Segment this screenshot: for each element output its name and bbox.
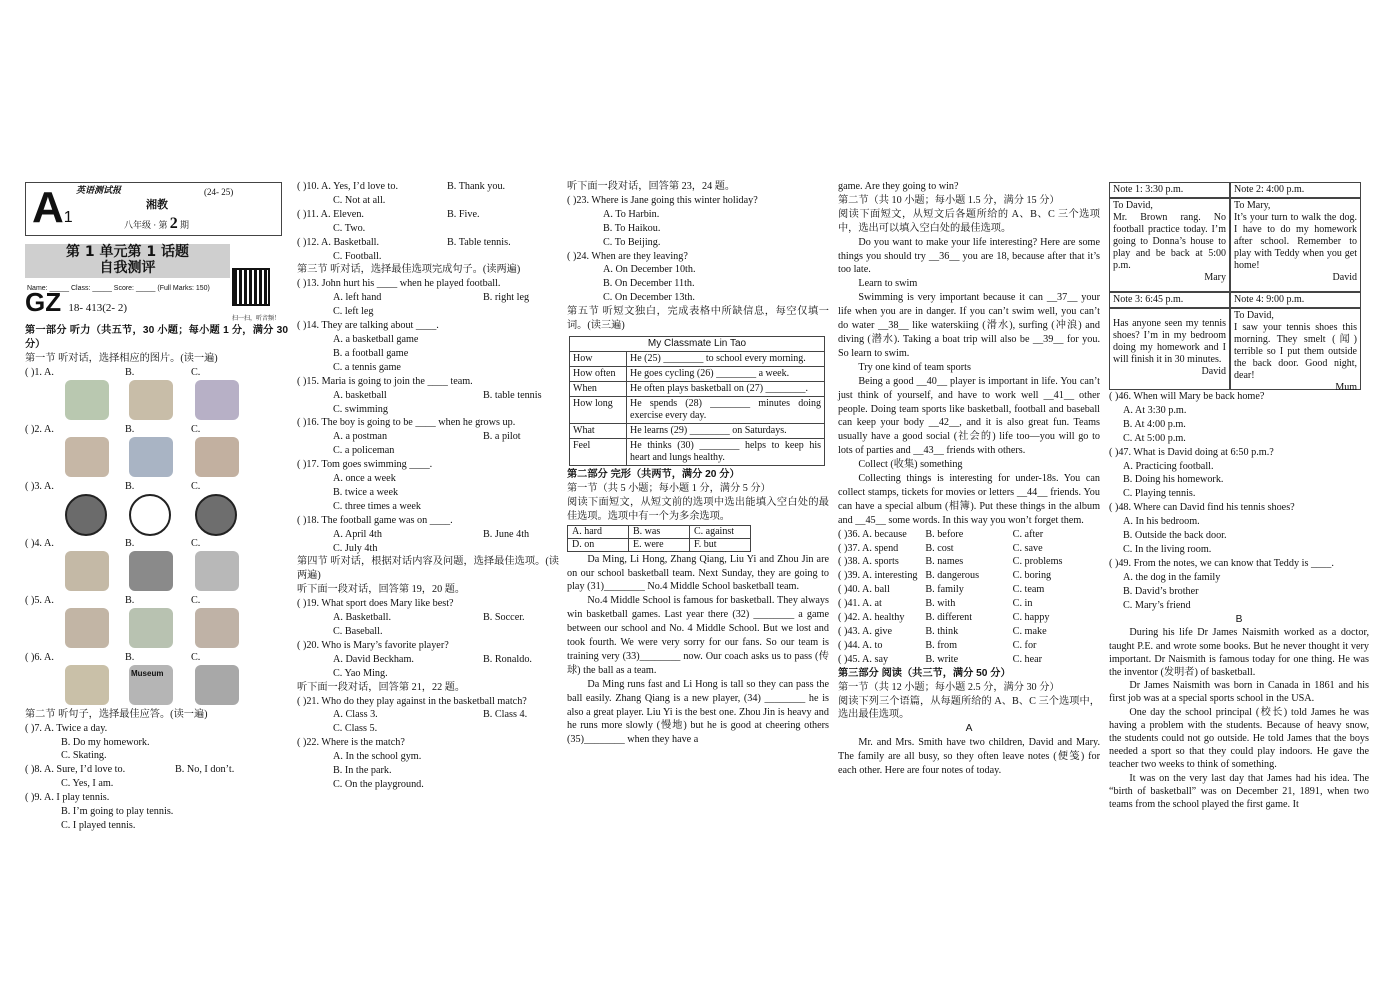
q22-a: A. In the school gym. xyxy=(333,751,422,763)
q17-c: C. three times a week xyxy=(333,500,421,512)
picture-option-image xyxy=(129,437,173,477)
passage-heading-3: Collect (收集) something xyxy=(858,459,963,471)
picture-question-label: ( )5. A. xyxy=(25,594,54,606)
q20-ab: A. David Beckham. B. Ronaldo. xyxy=(333,653,532,665)
part3-section1: 第一节（共 12 小题；每小题 2.5 分，满分 30 分） xyxy=(838,681,1060,693)
picture-question-label: ( )1. A. xyxy=(25,366,54,378)
answer-line: ( )12. A. Basketball. B. Table tennis. xyxy=(297,236,511,248)
edition-letter: A1 xyxy=(32,183,73,232)
section4-heading: 第四节 听对话，根据对话内容及问题，选择最佳选项。(读两遍) xyxy=(297,556,559,582)
table-row xyxy=(570,438,825,465)
q49-c: C. Mary’s friend xyxy=(1123,599,1191,611)
part2-section2: 第二节（共 10 小题；每小题 1.5 分，满分 15 分） xyxy=(838,194,1060,206)
picture-option-label: B. xyxy=(125,480,135,492)
cloze-continued: game. Are they going to win? xyxy=(838,181,959,192)
q46: ( )46. When will Mary be back home? xyxy=(1109,391,1265,402)
q48-c: C. In the living room. xyxy=(1123,543,1212,555)
table-row-content: He spends (28) ________ minutes doing exercise every day. xyxy=(627,396,825,423)
q21-ab: A. Class 3. B. Class 4. xyxy=(333,709,528,721)
table-row-label: When xyxy=(570,381,627,396)
note1-body: To David, Mr. Brown rang. No football practice today. I’m going to Donna’s house to play and be back at 5:00 p.m. Mary xyxy=(1109,198,1230,292)
passage-b-p2: Dr James Naismith was born in Canada in 1861 and his first job was at a special sports school in the USA. xyxy=(1109,680,1369,705)
option-cell: D. on xyxy=(568,538,629,551)
choice-row: ( )40. A. ball B. family C. team xyxy=(838,584,1045,596)
passage-p2: Swimming is very important because it can __37__ your life when you are in danger. If you can’t swim well, you can’t do water __38__ like waterskiing (滑水), surfing (冲浪) and diving (潜水). Taking a boat trip will also be __39__ for you. So learn to swim. xyxy=(838,292,1100,359)
q9-b: B. I’m going to play tennis. xyxy=(61,806,174,818)
questions-10-12 xyxy=(297,180,559,263)
school-year: (24- 25) xyxy=(204,187,234,197)
note2-header: Note 2: 4:00 p.m. xyxy=(1230,182,1361,198)
q24-c: C. On December 13th. xyxy=(603,292,695,304)
q13: ( )13. John hurt his ____ when he played football. xyxy=(297,278,501,290)
qr-caption: 扫一扫，听音频！ xyxy=(232,316,281,322)
passage-p4: Collecting things is interesting for under-18s. You can collect stamps, tickets for movies or letters __44__ friends. You can have a special album (相簿). Put these things in the album and __45__ some words. In this way you won’t forget them. xyxy=(838,473,1100,526)
cloze-choices xyxy=(838,528,1100,667)
q20-c: C. Yao Ming. xyxy=(333,667,388,679)
table-row xyxy=(570,366,825,381)
unit-title: 第 1 单元第 1 话题 xyxy=(66,244,189,260)
table-row-label: How often xyxy=(570,366,627,381)
q19: ( )19. What sport does Mary like best? xyxy=(297,598,454,610)
q17-a: A. once a week xyxy=(333,473,396,485)
q19-c: C. Baseball. xyxy=(333,626,383,637)
table-row-label: What xyxy=(570,423,627,438)
q17-b: B. twice a week xyxy=(333,486,399,498)
q21: ( )21. Who do they play against in the basketball match? xyxy=(297,695,527,707)
choice-row: ( )41. A. at B. with C. in xyxy=(838,598,1033,610)
q7-c: C. Skating. xyxy=(61,750,107,762)
q14-c: C. a tennis game xyxy=(333,361,401,373)
part3-heading: 第三部分 阅读（共三节，满分 50 分） xyxy=(838,667,1011,679)
q47: ( )47. What is David doing at 6:50 p.m.? xyxy=(1109,446,1274,458)
picture-questions xyxy=(25,366,288,708)
table-row-content: He learns (29) ________ on Saturdays. xyxy=(627,423,825,438)
picture-option-label: C. xyxy=(191,594,201,606)
picture-option-label: C. xyxy=(191,366,201,378)
picture-option-label: C. xyxy=(191,423,201,435)
picture-option-image xyxy=(65,494,107,536)
picture-option-label: C. xyxy=(191,480,201,492)
passage-a-p1: Mr. and Mrs. Smith have two children, David and Mary. The family are all busy, so they often leave notes (便笺) for each other. Here are four notes of today. xyxy=(838,737,1100,777)
section3-heading: 第三节 听对话，选择最佳选项完成句子。(读两遍) xyxy=(297,264,521,276)
q20: ( )20. Who is Mary’s favorite player? xyxy=(297,639,449,651)
choice-row: ( )37. A. spend B. cost C. save xyxy=(838,542,1043,554)
q46-c: C. At 5:00 p.m. xyxy=(1123,432,1186,444)
part2-description: 阅读下面短文，从短文前的选项中选出能填入空白处的最佳选项。选项中有一个为多余选项。 xyxy=(567,496,829,522)
section2-heading: 第二节 听句子，选择最佳应答。(读一遍) xyxy=(25,708,208,720)
q21-c: C. Class 5. xyxy=(333,723,378,735)
q24-a: A. On December 10th. xyxy=(603,264,696,276)
cloze-paragraph-3: Da Ming runs fast and Li Hong is tall so they can pass the ball easily. Zhang Qiang is a new player, (34) ________ he is also a great player. Liu Yi is the best one. Zhou Jin is heavy and he runs more slowly (慢地) but he is good at cheering others (35)________ when they have a xyxy=(567,678,829,746)
passage-heading-2: Try one kind of team sports xyxy=(858,361,971,373)
q47-c: C. Playing tennis. xyxy=(1123,488,1196,500)
picture-option-image xyxy=(195,608,239,648)
picture-option-label: C. xyxy=(191,537,201,549)
passage-p1: Do you want to make your life interesting? Here are some things you should try __36__ you are 18, because after that it’s too late. xyxy=(838,236,1100,276)
q18-c: C. July 4th xyxy=(333,542,378,554)
passage-a-label: A xyxy=(965,723,973,735)
q18-ab: A. April 4th B. June 4th xyxy=(333,528,530,540)
q47-a: A. Practicing football. xyxy=(1123,460,1214,472)
name-line: Name: _____ Class: _____ Score: _____ (Full Marks: 150) xyxy=(27,285,210,292)
picture-option-label: B. xyxy=(125,366,135,378)
picture-option-image xyxy=(129,380,173,420)
picture-option-label: B. xyxy=(125,651,135,663)
q19-ab: A. Basketball. B. Soccer. xyxy=(333,612,525,624)
q16: ( )16. The boy is going to be ____ when he grows up. xyxy=(297,417,516,429)
picture-option-label: C. xyxy=(191,651,201,663)
picture-option-image xyxy=(65,608,109,648)
choice-row: ( )44. A. to B. from C. for xyxy=(838,639,1037,651)
qr-code-icon[interactable] xyxy=(232,268,270,306)
note4-header: Note 4: 9:00 p.m. xyxy=(1230,292,1361,308)
answer-line: C. Two. xyxy=(333,222,366,234)
table-row-label: Feel xyxy=(570,438,627,465)
q49: ( )49. From the notes, we can know that Teddy is ____. xyxy=(1109,557,1334,569)
q24-b: B. On December 11th. xyxy=(603,278,695,290)
notes-grid xyxy=(1109,182,1361,393)
option-row xyxy=(568,525,751,538)
q46-b: B. At 4:00 p.m. xyxy=(1123,418,1186,430)
option-cell: F. but xyxy=(690,538,751,551)
column-1 xyxy=(25,324,288,831)
q13-ab: A. left hand B. right leg xyxy=(333,292,530,304)
option-box xyxy=(567,525,751,552)
option-row xyxy=(568,538,751,551)
paper-code: GZ 18- 413(2- 2) xyxy=(25,287,127,317)
choice-row: ( )36. A. because B. before C. after xyxy=(838,528,1044,540)
part3-description: 阅读下列三个语篇，从每题所给的 A、B、C 三个选项中，选出最佳选项。 xyxy=(838,695,1100,721)
note1-header: Note 1: 3:30 p.m. xyxy=(1109,182,1230,198)
option-cell: B. was xyxy=(629,525,690,538)
masthead xyxy=(25,182,282,236)
q17: ( )17. Tom goes swimming ____. xyxy=(297,459,433,471)
choice-row: ( )43. A. give B. think C. make xyxy=(838,626,1047,637)
table-row xyxy=(570,423,825,438)
q24: ( )24. When are they leaving? xyxy=(567,250,688,262)
picture-option-image xyxy=(129,494,171,536)
part2-heading: 第二部分 完形（共两节，满分 20 分） xyxy=(567,468,740,480)
passage-b-p1: During his life Dr James Naismith worked as a doctor, taught P.E. and wrote some books. But he never thought it very important. Dr Naismith is famous today for one thing. He was the inventor (发明者) of basketball. xyxy=(1109,627,1369,679)
picture-question-label: ( )3. A. xyxy=(25,480,54,492)
table-row xyxy=(570,396,825,423)
unit-subtitle: 自我测评 xyxy=(99,260,156,276)
option-cell: C. against xyxy=(690,525,751,538)
picture-option-image xyxy=(129,608,173,648)
q23-c: C. To Beijing. xyxy=(603,236,661,248)
publisher: 湘教 xyxy=(146,199,168,211)
picture-option-image xyxy=(65,665,109,705)
table-row-content: He goes cycling (26) ________ a week. xyxy=(627,366,825,381)
q7-b: B. Do my homework. xyxy=(61,736,150,748)
picture-option-image xyxy=(195,551,239,591)
notes-right xyxy=(1230,182,1361,393)
q22-c: C. On the playground. xyxy=(333,778,424,790)
q48-a: A. In his bedroom. xyxy=(1123,516,1200,528)
answer-line: ( )11. A. Eleven. B. Five. xyxy=(297,208,480,220)
part2-section2-description: 阅读下面短文，从短文后各题所给的 A、B、C 三个选项中，选出可以填入空白处的最佳选项。 xyxy=(838,208,1100,234)
table-row-content: He often plays basketball on (27) ________. xyxy=(627,381,825,396)
q46-a: A. At 3:30 p.m. xyxy=(1123,404,1187,416)
picture-option-image xyxy=(129,551,173,591)
table-row xyxy=(570,381,825,396)
q23: ( )23. Where is Jane going this winter holiday? xyxy=(567,194,758,206)
picture-question-label: ( )4. A. xyxy=(25,537,54,549)
column-3 xyxy=(567,180,829,820)
q22: ( )22. Where is the match? xyxy=(297,737,405,749)
notes-left xyxy=(1109,182,1230,390)
picture-option-image xyxy=(195,494,237,536)
q18: ( )18. The football game was on ____. xyxy=(297,514,453,526)
choice-row: ( )38. A. sports B. names C. problems xyxy=(838,556,1063,568)
passage-b-label: B xyxy=(1235,613,1243,625)
q15: ( )15. Maria is going to join the ____ team. xyxy=(297,375,473,387)
q14-b: B. a football game xyxy=(333,347,409,359)
q8: ( )8. A. Sure, I’d love to. B. No, I don’t. xyxy=(25,764,235,776)
q14-a: A. a basketball game xyxy=(333,333,419,345)
q23-a: A. To Harbin. xyxy=(603,208,660,220)
q48: ( )48. Where can David find his tennis shoes? xyxy=(1109,502,1295,514)
answer-line: C. Not at all. xyxy=(333,194,386,206)
picture-option-image xyxy=(195,437,239,477)
picture-option-image xyxy=(65,437,109,477)
option-cell: E. were xyxy=(629,538,690,551)
option-cell: A. hard xyxy=(568,525,629,538)
passage-heading-1: Learn to swim xyxy=(858,278,918,290)
picture-option-image xyxy=(195,665,239,705)
picture-option-image xyxy=(195,380,239,420)
museum-sign: Museum xyxy=(131,668,164,678)
q14: ( )14. They are talking about ____. xyxy=(297,320,439,332)
table-row xyxy=(570,351,825,366)
grade-issue: 八年级 · 第 2 期 xyxy=(124,215,190,232)
table-title: My Classmate Lin Tao xyxy=(570,336,825,351)
brand-name: 英语测试报 xyxy=(76,185,122,195)
table-row-label: How long xyxy=(570,396,627,423)
q47-b: B. Doing his homework. xyxy=(1123,474,1224,486)
q9: ( )9. A. I play tennis. xyxy=(25,792,110,804)
table-row-label: How xyxy=(570,351,627,366)
section1-heading: 第一节 听对话，选择相应的图片。(读一遍) xyxy=(25,352,218,364)
picture-option-image xyxy=(65,551,109,591)
section5-heading: 第五节 听短文独白，完成表格中所缺信息，每空仅填一词。(读三遍) xyxy=(567,306,829,332)
q49-a: A. the dog in the family xyxy=(1123,571,1221,583)
intro-19-20: 听下面一段对话，回答第 19，20 题。 xyxy=(297,584,466,596)
column-4 xyxy=(838,180,1100,820)
q8-c: C. Yes, I am. xyxy=(61,778,114,790)
passage-b-p3: One day the school principal (校长) told James he was having a problem with the students. Because of heavy snow, the students could not go outside. He told James that the boys needed a sport so that they could play indoors. He gave the teacher two weeks to think of something. xyxy=(1109,706,1369,771)
part2-section1: 第一节（共 5 小题；每小题 1 分，满分 5 分） xyxy=(567,482,771,494)
q23-b: B. To Haikou. xyxy=(603,222,661,234)
table-row-content: He (25) ________ to school every morning. xyxy=(627,351,825,366)
choice-row: ( )45. A. say B. write C. hear xyxy=(838,653,1043,665)
answer-line: C. Football. xyxy=(333,250,382,262)
picture-option-label: B. xyxy=(125,423,135,435)
q9-c: C. I played tennis. xyxy=(61,819,136,831)
column-2 xyxy=(297,180,559,820)
info-table xyxy=(569,336,825,466)
picture-question-label: ( )6. A. xyxy=(25,651,54,663)
note4-body: To David, I saw your tennis shoes this morning. They smelt (闻) terrible so I put them outside the back door. Good night, dear! Mum xyxy=(1230,308,1361,390)
q16-c: C. a policeman xyxy=(333,445,395,457)
choice-row: ( )42. A. healthy B. different C. happy xyxy=(838,612,1050,624)
q15-ab: A. basketball B. table tennis xyxy=(333,389,542,401)
picture-question-label: ( )2. A. xyxy=(25,423,54,435)
passage-b-p4: It was on the very last day that James had his idea. The “birth of basketball” was on December 21, 1891, when two teams from the school played the first game. It xyxy=(1109,772,1369,811)
cloze-paragraph-1: Da Ming, Li Hong, Zhang Qiang, Liu Yi and Zhou Jin are on our school basketball team. Next Sunday, they are going to play (31)________ No.4 Middle School basketball team. xyxy=(567,553,829,593)
q22-b: B. In the park. xyxy=(333,765,392,777)
q13-c: C. left leg xyxy=(333,306,374,318)
picture-option-image xyxy=(129,665,173,705)
q15-c: C. swimming xyxy=(333,403,388,415)
answer-line: ( )10. A. Yes, I’d love to. B. Thank you. xyxy=(297,181,506,192)
q16-ab: A. a postman B. a pilot xyxy=(333,431,521,443)
q48-b: B. Outside the back door. xyxy=(1123,530,1227,542)
column-5 xyxy=(1109,182,1369,822)
q49-b: B. David’s brother xyxy=(1123,585,1199,597)
intro-21-22: 听下面一段对话，回答第 21，22 题。 xyxy=(297,681,466,693)
picture-option-label: B. xyxy=(125,537,135,549)
picture-option-label: B. xyxy=(125,594,135,606)
passage-p3: Being a good __40__ player is important in life. You can’t just think of yourself, and have to work well __41__ other people. Doing team sports like basketball, football and baseball can keep your body __42__, and it is also great fun. Teams usually have a good social (社会的) life too—you will go to lots of parties and __43__ friends with others. xyxy=(838,375,1100,457)
unit-title-band xyxy=(25,244,230,278)
table-row-content: He thinks (30) ________ helps to keep his heart and lungs healthy. xyxy=(627,438,825,465)
q7: ( )7. A. Twice a day. xyxy=(25,722,108,734)
note3-body: Has anyone seen my tennis shoes? I’m in my bedroom doing my homework and I will finish it in 30 minutes. David xyxy=(1109,308,1230,390)
note2-body: To Mary, It’s your turn to walk the dog. I have to do my homework after school. Remember to play with Teddy when you get home! David xyxy=(1230,198,1361,292)
picture-option-image xyxy=(65,380,109,420)
intro-23-24: 听下面一段对话，回答第 23，24 题。 xyxy=(567,181,736,192)
choice-row: ( )39. A. interesting B. dangerous C. boring xyxy=(838,570,1052,582)
note3-header: Note 3: 6:45 p.m. xyxy=(1109,292,1230,308)
part1-heading: 第一部分 听力（共五节，30 小题；每小题 1 分，满分 30 分） xyxy=(25,325,288,350)
cloze-paragraph-2: No.4 Middle School is famous for basketball. They always win basketball games. Last year there (32) ________ a game between our school and No. 4 Middle School. But we lost and took fourth. We were very sorry for our fans. So our team is training very (33)________ now. Our coach asks us to pass (传球) the ball as a team. xyxy=(567,595,829,676)
